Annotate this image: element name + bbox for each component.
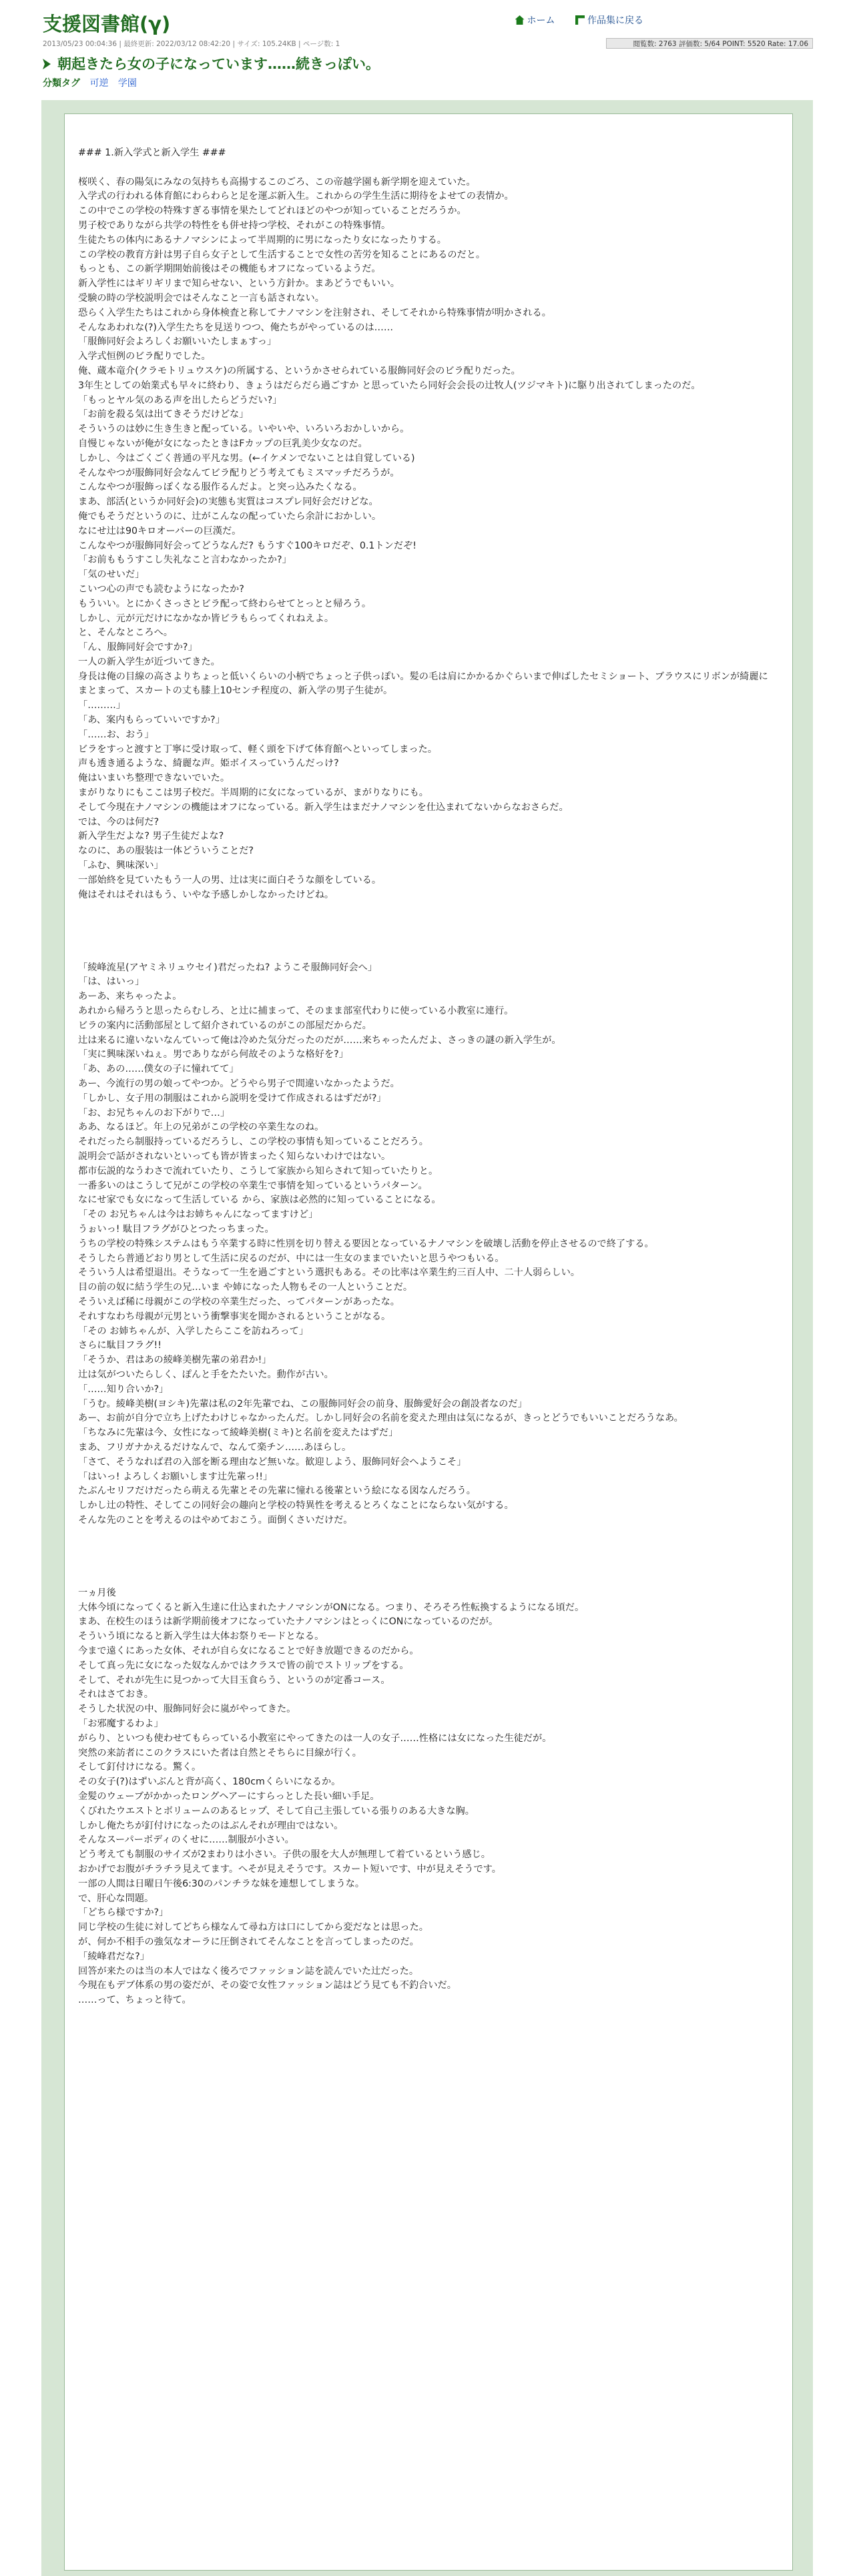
page-header (0, 0, 857, 89)
tag-row (43, 76, 137, 89)
home-link[interactable] (515, 15, 555, 26)
story-text: ### 1.新入学式と新入学生 ### 桜咲く、春の陽気にみなの気持ちも高揚するこのごろ、この帝越学園も新学期を迎えていた。 入学式の行われる体育館にわらわらと足を運ぶ新入生。これからの学生生活に期待をよせての表情か。 この中でこの学校の特殊すぎる事情を果たしてどれほどのやつが知っていることだろうか。 男子校でありながら共学の特性をも併せ持つ学校、それがこの特殊事情。 生徒たちの体内にあるナノマシンによって半周期的に男になったり女になったりする。 この学校の教育方針は男子自ら女子として生活することで女性の苦労を知ることにあるのだと。 もっとも、この新学期開始前後はその機能もオフになっているようだ。 新入学性にはギリギリまで知らせない、という方針か。まあどうでもいい。 受験の時の学校説明会ではそんなこと一言も話されない。 恐らく入学生たちはこれから身体検査と称してナノマシンを注射され、そしてそれから特殊事情が明かされる。 そんなあわれな(?)入学生たちを見送りつつ、俺たちがやっているのは…… 「服飾同好会よろしくお願いいたしまぁすっ」 入学式恒例のビラ配りでした。 俺、蔵本竜介(クラモトリュウスケ)の所属する、というかさせられている服飾同好会のビラ配りだった。 3年生としての始業式も早々に終わり、きょうはだらだら過ごすか と思っていたら同好会会長の辻牧人(ツジマキト)に駆り出されてしまったのだ。 「もっとヤル気のある声を出したらどうだい?」 「お前を殺る気は出てきそうだけどな」 そういうのは妙に生き生きと配っている。いやいや、いろいろおかしいから。 自慢じゃないが俺が女になったときはFカップの巨乳美少女なのだ。 しかし、今はごくごく普通の平凡な男。(←イケメンでないことは自覚している) そんなやつが服飾同好会なんてビラ配りどう考えてもミスマッチだろうが。 こんなやつが服飾っぽくなる服作るんだよ。と突っ込みたくなる。 まあ、部活(というか同好会)の実態も実質はコスプレ同好会だけどな。 俺でもそうだというのに、辻がこんなの配っていたら余計におかしい。 なにせ辻は90キロオーバーの巨漢だ。 こんなやつが服飾同好会ってどうなんだ? もうすぐ100キロだぞ、0.1トンだぞ! 「お前ももうすこし失礼なこと言わなかったか?」 「気のせいだ」 こいつ心の声でも読むようになったか? もういい。とにかくさっさとビラ配って終わらせてとっとと帰ろう。 しかし、元が元だけになかなか皆ビラもらってくれねえよ。 と、そんなところへ。 「ん、服飾同好会ですか?」 一人の新入学生が近づいてきた。 身長は俺の目線の高さよりちょっと低いくらいの小柄でちょっと子供っぽい。髪の毛は肩にかかるかぐらいまで伸ばしたセミショート、ブラウスにリボンが綺麗にまとまって、スカートの丈も膝上10センチ程度の、新入学の男子生徒が。 「………」 「あ、案内もらっていいですか?」 「……お、おう」 ビラをすっと渡すと丁寧に受け取って、軽く頭を下げて体育館へといってしまった。 声も透き通るような、綺麗な声。姫ボイスっていうんだっけ? 俺はいまいち整理できないでいた。 まがりなりにもここは男子校だ。半周期的に女になっているが、まがりなりにも。 そして今現在ナノマシンの機能はオフになっている。新入学生はまだナノマシンを仕込まれてないからなおさらだ。 では、今のは何だ? 新入学生だよな? 男子生徒だよな? なのに、あの服装は一体どういうことだ? 「ふむ、興味深い」 一部始終を見ていたもう一人の男、辻は実に面白そうな顔をしている。 俺はそれはそれはもう、いやな予感しかしなかったけどね。 「綾峰流星(アヤミネリュウセイ)君だったね? ようこそ服飾同好会へ」 「は、はいっ」 あーあ、来ちゃったよ。 あれから帰ろうと思ったらむしろ、と辻に捕まって、そのまま部室代わりに使っている小教室に連行。 ビラの案内に活動部屋として紹介されているのがこの部屋だからだ。 辻は来るに違いないなんていって俺は冷めた気分だったのだが……来ちゃったんだよ、さっきの謎の新入学生が。 「実に興味深いねぇ。男でありながら何故そのような格好を?」 「あ、あの……僕女の子に憧れてて」 あー、今流行の男の娘ってやつか。どうやら男子で間違いなかったようだ。 「しかし、女子用の制服はこれから説明を受けて作成されるはずだが?」 「お、お兄ちゃんのお下がりで…」 ああ、なるほど。年上の兄弟がこの学校の卒業生なのね。 それだったら制服持っているだろうし、この学校の事情も知っていることだろう。 説明会で話がされないといっても皆が皆まったく知らないわけではない。 都市伝説的なうわさで流れていたり、こうして家族から知らされて知っていたりと。 一番多いのはこうして兄がこの学校の卒業生で事情を知っているというパターン。 なにせ家でも女になって生活している から、家族は必然的に知っていることになる。 「その お兄ちゃんは今はお姉ちゃんになってますけど」 うぉいっ! 駄目フラグがひとつたっちまった。 うちの学校の特殊システムはもう卒業する時に性別を切り替える要因となっているナノマシンを破壊し活動を停止させるので終了する。 そうしたら普通どおり男として生活に戻るのだが、中には一生女のままでいたいと思うやつもいる。 そういう人は希望退出。そうなって一生を過ごすという選択もある。その比率は卒業生約三百人中、二十人弱らしい。 目の前の奴に結う学生の兄…いま や姉になった人物もその一人ということだ。 そういえば稀に母親がこの学校の卒業生だった、ってパターンがあったな。 それすなわち母親が元男という衝撃事実を聞かされるということがなる。 「その お姉ちゃんが、入学したらここを訪ねろって」 さらに駄目フラグ!! 「そうか、君はあの綾峰美樹先輩の弟君か!」 辻は気がついたらしく、ぽんと手をたたいた。動作が古い。 「……知り合いか?」 「うむ。綾峰美樹(ヨシキ)先輩は私の2年先輩でね、この服飾同好会の前身、服飾愛好会の創設者なのだ」 あー、お前が自分で立ち上げたわけじゃなかったんだ。しかし同好会の名前を変えた理由は気になるが、きっとどうでもいいことだろうなあ。 「ちなみに先輩は今、女性になって綾峰美樹(ミキ)と名前を変えたはずだ」 まあ、フリガナかえるだけなんで、なんて楽チン……あほらし。 「さて、そうなれば君の入部を断る理由など無いな。歓迎しよう、服飾同好会へようこそ」 「はいっ! よろしくお願いします辻先輩っ!!」 たぶんセリフだけだったら萌える先輩とその先輩に憧れる後輩という絵になる図なんだろう。 しかし辻の特性、そしてこの同好会の趣向と学校の特異性を考えるとろくなことにならない気がする。 そんな先のことを考えるのはやめておこう。面倒くさいだけだ。 一ヵ月後 大体今頃になってくると新入生達に仕込まれたナノマシンがONになる。つまり、そろそろ性転換するようになる頃だ。 まあ、在校生のほうは新学期前後オフになっていたナノマシンはとっくにONになっているのだが。 そういう頃になると新入学生は大体お祭りモードとなる。 今まで遠くにあった女体、それが自ら女になることで好き放題できるのだから。 そして真っ先に女になった奴なんかではクラスで皆の前でストリップをする。 そして、それが先生に見つかって大目玉食らう、というのが定番コース。 それはさておき。 そうした状況の中、服飾同好会に嵐がやってきた。 「お邪魔するわよ」 がらり、といつも使わせてもらっている小教室にやってきたのは一人の女子……性格には女になった生徒だが。 突然の来訪者にこのクラスにいた者は自然とそちらに目線が行く。 そして釘付けになる。驚く。 その女子(?)はずいぶんと背が高く、180cmくらいになるか。 金髪のウェーブがかかったロングヘアーにすらっとした長い細い手足。 くびれたウエストとボリュームのあるヒップ、そして自己主張している張りのある大きな胸。 しかし俺たちが釘付けになったのはぶんそれが理由ではない。 そんなスーパーボディのくせに……制服が小さい。 どう考えても制服のサイズが2まわりは小さい。子供の服を大人が無理して着ているという感じ。 おかげでお腹がチラチラ見えてます。へそが見えそうです。スカート短いです、中が見えそうです。 一部の人間は日曜日午後6:30のパンチラな妹を連想してしまうな。 で、肝心な問題。 「どちら様ですか?」 同じ学校の生徒に対してどちら様なんて尋ね方は口にしてから変だなとは思った。 が、何か不相手の強気なオーラに圧倒されてそんなことを言ってしまったのだ。 「綾峰君だな?」 回答が来たのは当の本人ではなく後ろでファッション誌を読んでいた辻だった。 今現在もデブ体系の男の姿だが、その姿で女性ファッション誌はどう見ても不釣合いだ。 ……って、ちょっと待て。 (78, 147, 768, 2006)
site-title[interactable]: 支援図書館(γ) (43, 13, 171, 35)
chevron-right-icon (43, 59, 51, 69)
back-to-collection-link[interactable] (575, 15, 643, 26)
post-meta: 2013/05/23 00:04:36 | 最終更新: 2022/03/12 08:42:20 | サイズ: 105.24KB | ページ数: 1 (43, 40, 340, 48)
corner-arrow-icon (575, 15, 585, 25)
home-icon (515, 15, 525, 25)
story-panel (64, 113, 793, 2571)
tag-link[interactable]: 学園 (117, 78, 137, 89)
home-link-label: ホーム (527, 15, 555, 26)
stats-box: 閲覧数: 2763 評価数: 5/64 POINT: 5520 Rate: 17.06 (606, 38, 813, 49)
work-title-text: 朝起きたら女の子になっています……続きっぽい。 (57, 56, 380, 72)
work-title (43, 53, 380, 73)
top-nav (498, 13, 643, 27)
tags-label: 分類タグ (43, 78, 80, 89)
back-link-label: 作品集に戻る (587, 15, 643, 26)
tag-link[interactable]: 可逆 (89, 78, 109, 89)
